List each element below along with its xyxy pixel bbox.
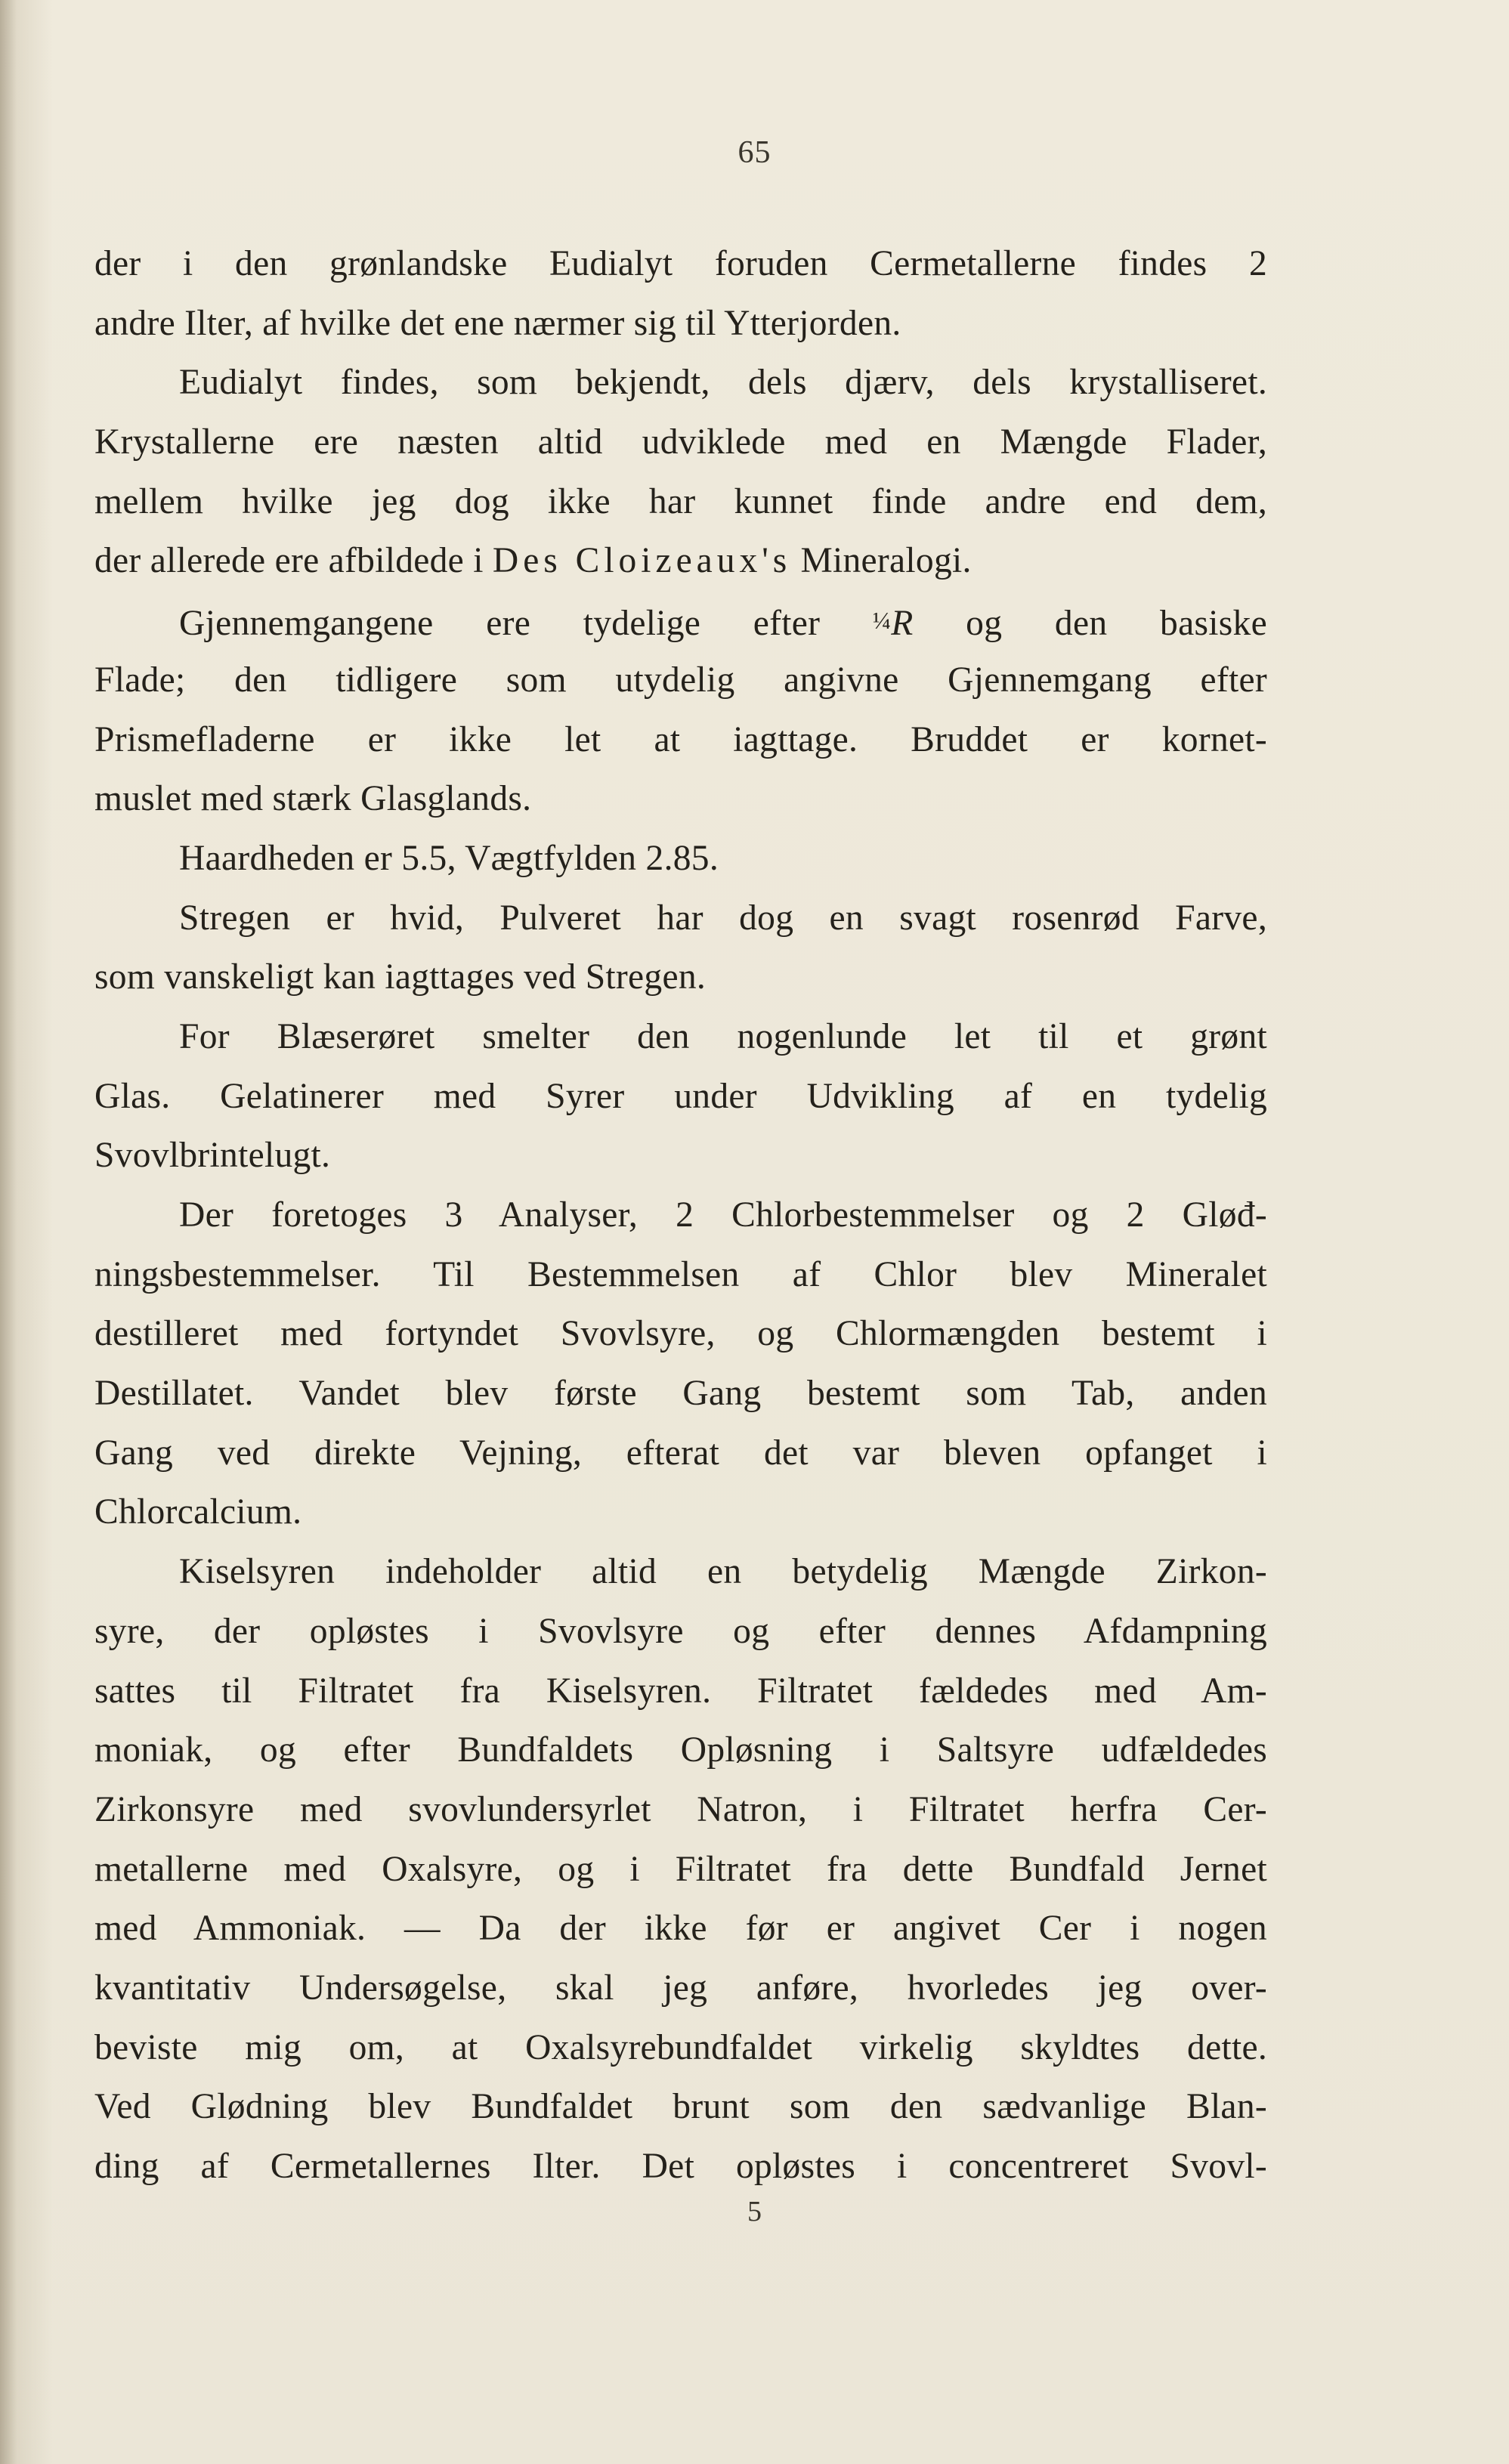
text-line: muslet med stærk Glasglands. (94, 779, 532, 819)
text-line: ding af Cermetallernes Ilter. Det opløstes i concentreret Svovl- (94, 2147, 1267, 2186)
text-fragment: Mineralogi. (791, 541, 972, 581)
text-line: kvantitativ Undersøgelse, skal jeg anføre, hvorledes jeg over- (94, 1968, 1267, 2008)
text-fragment: og den basiske (913, 604, 1267, 644)
text-line: Flade; den tidligere som utydelig angivne Gjennemgang efter (94, 660, 1267, 700)
text-line: metallerne med Oxalsyre, og i Filtratet fra dette Bundfald Jernet (94, 1849, 1267, 1889)
text-line: med Ammoniak. — Da der ikke før er angivet Cer i nogen (94, 1909, 1267, 1949)
text-line: Krystallerne ere næsten altid udviklede med en Mængde Flader, (94, 422, 1267, 462)
text-line: Stregen er hvid, Pulveret har dog en svagt rosenrød Farve, (179, 898, 1267, 938)
text-line: Ved Glødning blev Bundfaldet brunt som den sædvanlige Blan- (94, 2087, 1267, 2127)
text-line: Prismefladerne er ikke let at iagttage. Bruddet er kornet- (94, 719, 1267, 759)
text-line: Svovlbrintelugt. (94, 1136, 331, 1176)
text-line: Kiselsyren indeholder altid en betydelig Mængde Zirkon- (179, 1552, 1267, 1592)
text-line: beviste mig om, at Oxalsyrebundfaldet virkelig skyldtes dette. (94, 2027, 1267, 2067)
page-number: 65 (737, 135, 772, 170)
text-line (94, 591, 1267, 651)
text-fragment: der allerede ere afbildede i (94, 541, 493, 581)
text-line: Eudialyt findes, som bekjendt, dels djærv, dels krystalliseret. (179, 363, 1267, 403)
signature-mark: 5 (747, 2196, 762, 2227)
text-line: som vanskeligt kan iagttages ved Stregen. (94, 957, 707, 997)
text-line: der i den grønlandske Eudialyt foruden Cermetallerne findes 2 (94, 244, 1267, 283)
body-text (94, 234, 1267, 2197)
text-line: Haardheden er 5.5, Vægtfylden 2.85. (179, 838, 719, 878)
text-line: Chlorcalcium. (94, 1492, 302, 1532)
text-line (94, 531, 1267, 591)
text-line: moniak, og efter Bundfaldets Opløsning i Saltsyre udfældedes (94, 1730, 1267, 1770)
text-line: For Blæserøret smelter den nogenlunde let til et grønt (179, 1016, 1267, 1056)
text-fragment: Gjennemgangene ere tydelige efter (179, 604, 873, 644)
author-name: Des Cloizeaux's (492, 541, 792, 581)
text-line: sattes til Filtratet fra Kiselsyren. Filtratet fældedes med Am- (94, 1671, 1267, 1711)
text-line: andre Ilter, af hvilke det ene nærmer sig til Ytterjorden. (94, 303, 901, 343)
fraction-symbol: ¼ (872, 607, 892, 635)
text-line: Gang ved direkte Vejning, efterat det var bleven opfanget i (94, 1433, 1267, 1473)
text-line: destilleret med fortyndet Svovlsyre, og Chlormængden bestemt i (94, 1314, 1267, 1354)
text-line: mellem hvilke jeg dog ikke har kunnet finde andre end dem, (94, 481, 1267, 521)
text-line: ningsbestemmelser. Til Bestemmelsen af Chlor blev Mineralet (94, 1254, 1267, 1294)
text-line: Zirkonsyre med svovlundersyrlet Natron, i Filtratet herfra Cer- (94, 1789, 1267, 1829)
text-line: syre, der opløstes i Svovlsyre og efter dennes Afdampning (94, 1611, 1267, 1651)
text-line: Destillatet. Vandet blev første Gang bestemt som Tab, anden (94, 1374, 1267, 1414)
text-line: Der foretoges 3 Analyser, 2 Chlorbestemmelser og 2 Gløđ- (179, 1195, 1267, 1235)
text-line: Glas. Gelatinerer med Syrer under Udvikling af en tydelig (94, 1076, 1267, 1116)
crystal-symbol: R (891, 604, 914, 644)
